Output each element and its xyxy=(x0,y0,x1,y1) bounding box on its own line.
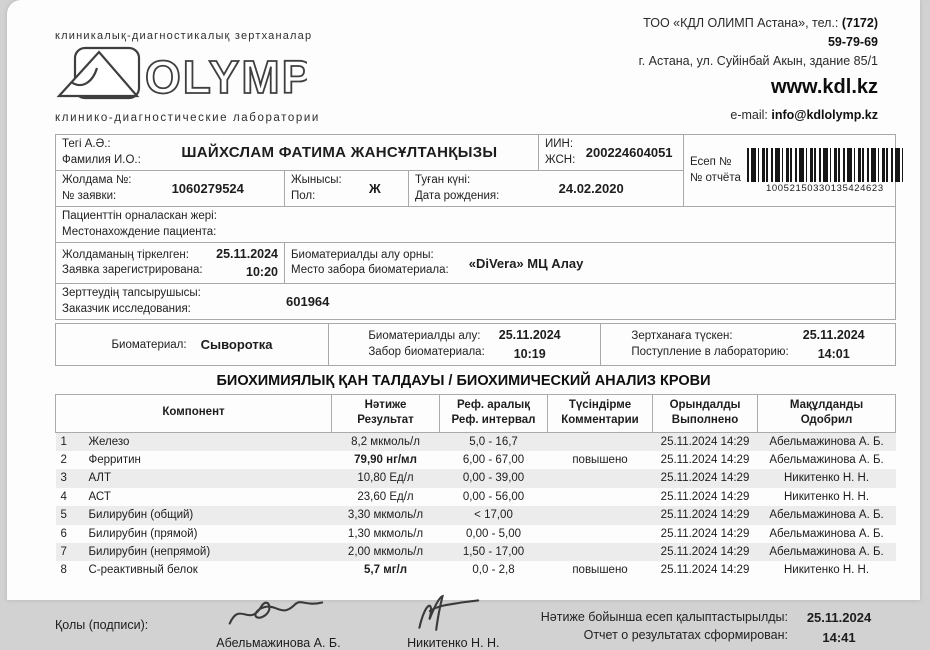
reference-interval: 0,00 - 39,00 xyxy=(462,472,525,485)
result-value: 79,90 нг/мл xyxy=(354,454,417,467)
sex-label: Жынысы: Пол: xyxy=(291,174,342,202)
row-number: 8 xyxy=(60,564,67,577)
row-number: 4 xyxy=(60,490,67,503)
biomaterial-label: Биоматериал: xyxy=(111,338,187,351)
sampling-site-value: «DiVera» МЦ Алау xyxy=(468,255,584,271)
patient-name-label: Тегі А.Ә.: Фамилия И.О.: xyxy=(62,138,141,166)
referral-cell xyxy=(56,171,285,207)
sex-value: Ж xyxy=(368,181,381,197)
reference-interval: 0,0 - 2,8 xyxy=(472,564,515,577)
approved-by: Никитенко Н. Н. xyxy=(784,564,870,577)
patient-name-cell xyxy=(56,135,539,171)
approved-by: Абельмажинова А. Б. xyxy=(769,545,884,558)
approved-by: Никитенко Н. Н. xyxy=(784,490,870,503)
component-name: С-реактивный белок xyxy=(88,564,198,577)
referral-label: Жолдама №: № заявки: xyxy=(62,174,132,202)
patient-name: ШАЙХСЛАМ ФАТИМА ЖАНСҰЛТАНҚЫЗЫ xyxy=(181,144,498,162)
lab-website: www.kdl.kz xyxy=(770,76,878,99)
approved-by: Абельмажинова А. Б. xyxy=(769,435,884,448)
birth-value: 24.02.2020 xyxy=(558,181,624,197)
referral-number: 1060279524 xyxy=(171,181,244,197)
lab-email-line xyxy=(639,106,878,125)
executed-datetime: 25.11.2024 14:29 xyxy=(660,454,750,467)
col-component: Компонент xyxy=(56,394,332,432)
component-name: Билирубин (общий) xyxy=(88,509,194,522)
col-reference: Реф. аралық Реф. интервал xyxy=(440,394,548,432)
report-footer xyxy=(55,592,878,650)
approved-by: Абельмажинова А. Б. xyxy=(769,454,884,467)
executed-datetime: 25.11.2024 14:29 xyxy=(660,545,750,558)
report-number: 10052150330135424623 xyxy=(766,182,884,194)
result-row xyxy=(56,488,896,506)
executed-datetime: 25.11.2024 14:29 xyxy=(660,527,750,540)
signature-block-2 xyxy=(366,592,541,650)
col-comment: Түсіндірме Комментарии xyxy=(548,394,653,432)
comment-value xyxy=(548,506,653,524)
signature-icon xyxy=(218,592,338,634)
lab-contact-block xyxy=(639,12,878,125)
sex-cell xyxy=(285,171,409,207)
brand-tagline-ru: клинико-диагностические лаборатории xyxy=(55,112,320,124)
logo-word: OLYMP xyxy=(145,51,307,103)
row-number: 6 xyxy=(60,527,67,540)
results-header-row xyxy=(56,394,896,432)
comment-value xyxy=(548,432,653,451)
birth-label: Туған күні: Дата рождения: xyxy=(415,174,500,202)
phone-code: (7172) xyxy=(841,16,878,30)
component-name: АЛТ xyxy=(88,472,111,485)
email-label: e-mail: xyxy=(730,108,772,123)
comment-value xyxy=(548,488,653,506)
approved-by: Абельмажинова А. Б. xyxy=(769,527,884,540)
reference-interval: 1,50 - 17,00 xyxy=(462,545,525,558)
signer-name: Абельмажинова А. Б. xyxy=(216,635,341,650)
comment-value xyxy=(548,469,653,487)
reference-interval: 0,00 - 5,00 xyxy=(466,527,521,540)
biomaterial-table xyxy=(55,323,896,365)
reference-interval: 6,00 - 67,00 xyxy=(462,454,525,467)
company-name: ТОО «КДЛ ОЛИМП Астана», тел.: xyxy=(643,16,842,30)
result-row xyxy=(56,525,896,543)
report-page xyxy=(7,0,920,650)
result-value: 1,30 мкмоль/л xyxy=(347,527,424,540)
result-row xyxy=(56,432,896,451)
report-number-label: Есеп № № отчёта xyxy=(690,156,741,184)
result-row xyxy=(56,506,896,524)
result-value: 3,30 мкмоль/л xyxy=(347,509,424,522)
barcode-icon xyxy=(747,148,903,182)
report-barcode xyxy=(747,148,903,194)
result-value: 10,80 Ед/л xyxy=(357,472,414,485)
executed-datetime: 25.11.2024 14:29 xyxy=(660,509,750,522)
signatures-label: Қолы (подписи): xyxy=(55,617,149,632)
row-number: 7 xyxy=(60,545,67,558)
approved-by: Абельмажинова А. Б. xyxy=(769,509,884,522)
approved-by: Никитенко Н. Н. xyxy=(784,472,870,485)
executed-datetime: 25.11.2024 14:29 xyxy=(660,564,750,577)
lab-received-cell xyxy=(601,324,896,365)
comment-value xyxy=(548,525,653,543)
lab-address: г. Астана, ул. Суйінбай Акын, здание 85/1 xyxy=(638,53,878,68)
col-executed: Орындалды Выполнено xyxy=(653,394,758,432)
comment-value: повышено xyxy=(572,454,628,467)
biomaterial-value: Сыворотка xyxy=(200,337,273,352)
report-formed-label: Нәтиже бойынша есеп қалыптастырылды: Отчет о результатах сформирован: xyxy=(540,609,789,643)
report-number-cell xyxy=(684,135,896,207)
iin-value: 200224604051 xyxy=(585,145,673,161)
comment-value: повышено xyxy=(572,564,628,577)
executed-datetime: 25.11.2024 14:29 xyxy=(660,490,750,503)
col-approved: Мақұлданды Одобрил xyxy=(758,394,896,432)
olymp-logo-icon xyxy=(55,44,307,106)
customer-value: 601964 xyxy=(286,294,330,310)
location-cell xyxy=(56,207,896,243)
row-number: 1 xyxy=(60,435,67,448)
collection-value: 25.11.2024 10:19 xyxy=(498,328,561,361)
lab-received-label: Зертханаға түскен: Поступление в лабораторию: xyxy=(631,329,789,358)
lab-email: info@kdlolymp.kz xyxy=(771,108,878,123)
registered-label: Жолдаманың тіркелген: Заявка зарегистрирована: xyxy=(62,248,203,277)
brand-tagline-kk: клиникалық-диагностикалық зертханалар xyxy=(55,30,313,42)
row-number: 5 xyxy=(60,509,67,522)
result-value: 5,7 мг/л xyxy=(364,564,407,577)
signer-name: Никитенко Н. Н. xyxy=(407,635,500,650)
signature-icon xyxy=(393,592,513,634)
phone-number: 59-79-69 xyxy=(827,34,878,49)
col-result: Нәтиже Результат xyxy=(332,394,440,432)
reference-interval: < 17,00 xyxy=(474,509,513,522)
executed-datetime: 25.11.2024 14:29 xyxy=(660,435,750,448)
row-number: 3 xyxy=(60,472,67,485)
customer-cell xyxy=(56,284,896,320)
signature-block-1 xyxy=(191,592,366,650)
report-formed-block xyxy=(541,608,878,648)
company-phone-line xyxy=(639,14,878,52)
reference-interval: 0,00 - 56,00 xyxy=(462,490,525,503)
component-name: АСТ xyxy=(88,490,111,503)
customer-label: Зерттеудің тапсырушысы: Заказчик исследования: xyxy=(62,287,201,315)
patient-info-table xyxy=(55,134,896,320)
report-title: БИОХИМИЯЛЫҚ ҚАН ТАЛДАУЫ / БИОХИМИЧЕСКИЙ АНАЛИЗ КРОВИ xyxy=(216,372,711,389)
result-value: 23,60 Ед/л xyxy=(357,490,414,503)
results-table xyxy=(55,394,896,580)
lab-received-value: 25.11.2024 14:01 xyxy=(802,328,865,361)
sampling-site-label: Биоматериалды алу орны: Место забора биоматериала: xyxy=(291,248,449,277)
iin-cell xyxy=(539,135,684,171)
result-value: 8,2 мкмоль/л xyxy=(351,435,420,448)
result-row xyxy=(56,561,896,579)
report-formed-value: 25.11.2024 14:41 xyxy=(806,609,872,645)
iin-label: ИИН: ЖСН: xyxy=(545,138,576,166)
result-row xyxy=(56,469,896,487)
registered-cell xyxy=(56,243,285,284)
component-name: Ферритин xyxy=(88,454,141,467)
location-label: Пациенттін орналаскан жері: Местонахождение пациента: xyxy=(62,210,217,238)
reference-interval: 5,0 - 16,7 xyxy=(469,435,518,448)
component-name: Билирубин (непрямой) xyxy=(88,545,211,558)
lab-brand xyxy=(55,12,320,125)
comment-value xyxy=(548,543,653,561)
results-body xyxy=(56,432,896,580)
registered-value: 25.11.2024 10:20 xyxy=(216,247,278,280)
executed-datetime: 25.11.2024 14:29 xyxy=(660,472,750,485)
sampling-site-cell xyxy=(285,243,896,284)
biomaterial-cell xyxy=(56,324,329,365)
collection-cell xyxy=(329,324,601,365)
report-header xyxy=(7,0,920,125)
result-value: 2,00 мкмоль/л xyxy=(347,545,424,558)
component-name: Билирубин (прямой) xyxy=(88,527,198,540)
birth-cell xyxy=(409,171,684,207)
result-row xyxy=(56,543,896,561)
component-name: Железо xyxy=(88,435,130,448)
collection-label: Биоматериалды алу: Забор биоматериала: xyxy=(368,329,485,358)
row-number: 2 xyxy=(60,454,67,467)
result-row xyxy=(56,451,896,469)
